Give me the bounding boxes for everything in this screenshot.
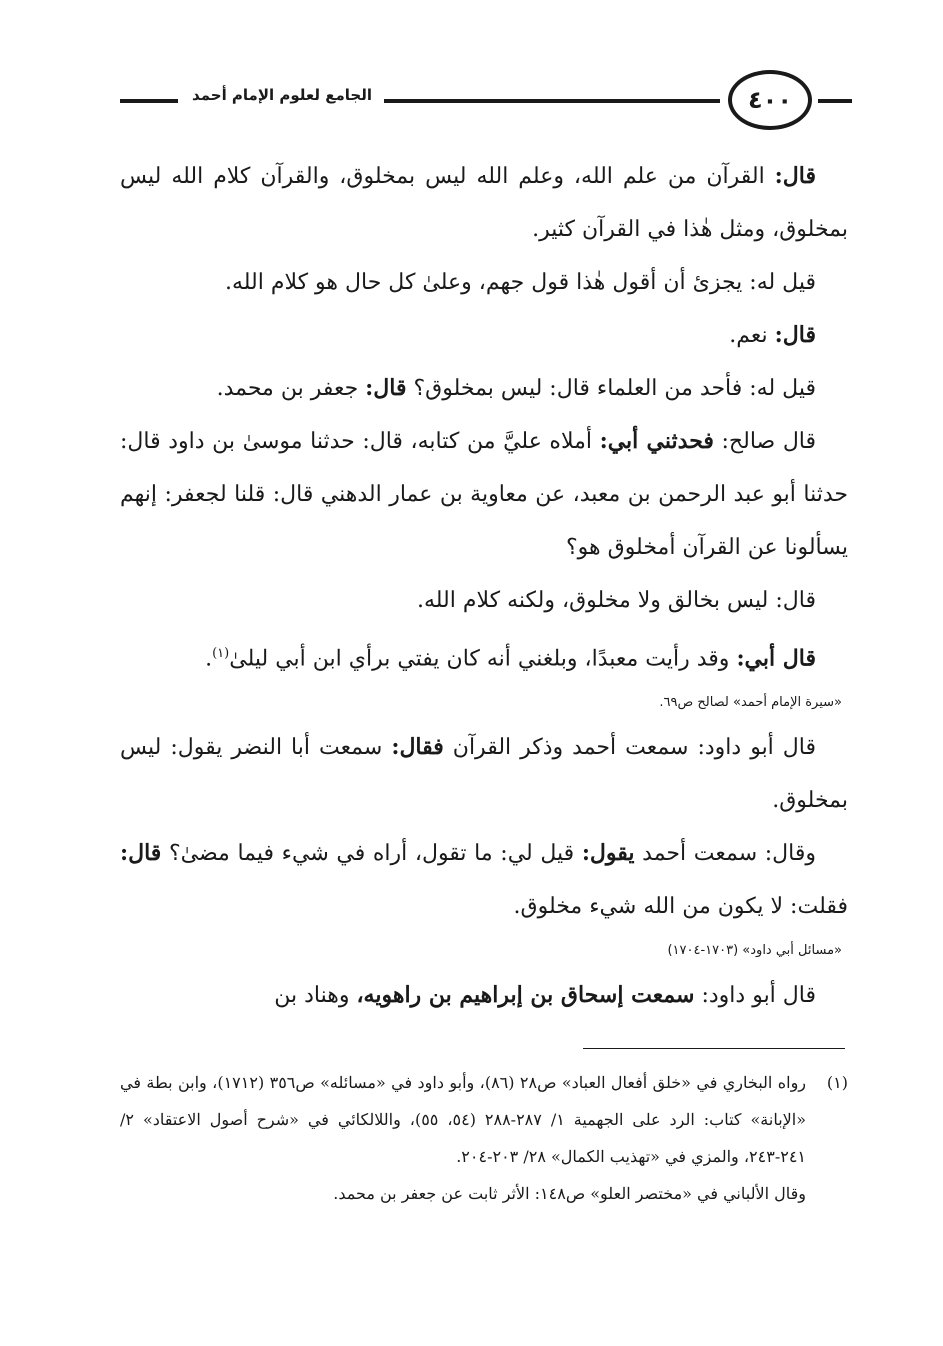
paragraph-6: قال: ليس بخالق ولا مخلوق، ولكنه كلام الله. [416, 588, 816, 613]
footnote-text: رواه البخاري في «خلق أفعال العباد» ص٢٨ (٨٦)، وأبو داود في «مسائله» ص٣٥٦ (١٧١٢)، وابن بطة في «الإبانة» كتاب: الرد على الجهمية ١/ ٢٨٧-٢٨٨ (٥٤، ٥٥)، واللالكائي في «شرح أصول الاعتقاد» ٢/ ٢٤١-٢٤٣، والمزي في «تهذيب الكمال» ٢٨/ ٢٠٣-٢٠٤. [120, 1073, 807, 1166]
paragraph-text: القرآن من علم الله، وعلم الله ليس بمخلوق، والقرآن كلام الله ليس بمخلوق، ومثل هٰذا في القرآن كثير. [120, 164, 848, 242]
paragraph-9 [120, 827, 848, 933]
lead-word: قال أبي: [736, 645, 816, 672]
paragraph-text: وقد رأيت معبدًا، وبلغني أنه كان يفتي برأي ابن أبي ليلىٰ [229, 646, 737, 672]
bold-word: قال: [120, 840, 162, 867]
footnotes [120, 1064, 848, 1212]
page-header [112, 68, 857, 138]
page-number-badge [728, 70, 812, 130]
lead-word: قال: [774, 163, 816, 189]
paragraph-text: قال صالح: [713, 429, 817, 454]
footnote-1-continuation: وقال الألباني في «مختصر العلو» ص١٤٨: الأثر ثابت عن جعفر بن محمد. [333, 1184, 806, 1203]
paragraph-10 [120, 969, 848, 1022]
paragraph-text: أملاه عليَّ من كتابه، قال: حدثنا موسىٰ بن داود قال: حدثنا أبو عبد الرحمن بن معبد، عن معاوية بن عمار الدهني قال: قلنا لجعفر: إنهم يسألونا عن القرآن أمخلوق هو؟ [120, 429, 848, 560]
page-number: ٤٠٠ [748, 86, 792, 114]
footnote-marker: (١) [212, 646, 230, 661]
paragraph-3 [120, 309, 848, 362]
paragraph-text: قيل لي: ما تقول، أراه في شيء فيما مضىٰ؟ [161, 841, 582, 867]
footnote-1 [120, 1064, 848, 1175]
paragraph-text: قال أبو داود: سمعت أحمد وذكر القرآن [443, 735, 816, 761]
paragraph-5 [120, 415, 848, 574]
paragraph-text: فقلت: لا يكون من الله شيء مخلوق. [513, 894, 848, 920]
paragraph-7 [120, 627, 848, 685]
bold-word: يقول: [581, 840, 635, 867]
paragraph-8 [120, 721, 848, 827]
running-title: الجامع لعلوم الإمام أحمد [192, 86, 372, 104]
paragraph-2: قيل له: يجزئ أن أقول هٰذا قول جهم، وعلىٰ كل حال هو كلام الله. [224, 270, 816, 295]
paragraph-text: وقال: سمعت أحمد [634, 841, 816, 867]
header-rule-middle [384, 99, 720, 103]
footnote-number: (١) [826, 1073, 848, 1092]
paragraph-text: قال أبو داود: [694, 983, 816, 1009]
paragraph-end: . [205, 646, 213, 672]
paragraph-text: نعم. [729, 323, 775, 348]
bold-word: قال: [365, 375, 407, 401]
paragraph-1 [120, 150, 848, 256]
paragraph-text: وهناد بن [274, 983, 357, 1009]
footnote-separator [583, 1048, 845, 1049]
main-text [120, 150, 848, 1022]
header-rule-left [120, 99, 178, 103]
bold-word: فحدثني أبي: [599, 428, 714, 454]
paragraph-text: قيل له: فأحد من العلماء قال: ليس بمخلوق؟ [406, 376, 816, 401]
bold-word: فقال: [391, 734, 444, 761]
lead-word: قال: [774, 322, 816, 348]
source-citation-2: «مسائل أبي داود» (١٧٠٣-١٧٠٤) [667, 943, 842, 959]
bold-phrase: سمعت إسحاق بن إبراهيم بن راهويه، [356, 982, 695, 1009]
paragraph-text: سمعت أبا النضر يقول: ليس بمخلوق. [120, 735, 848, 814]
header-rule-right [818, 99, 852, 103]
paragraph-text: جعفر بن محمد. [216, 376, 366, 401]
paragraph-4 [120, 362, 848, 415]
source-citation-1: «سيرة الإمام أحمد» لصالح ص٦٩. [659, 695, 842, 711]
